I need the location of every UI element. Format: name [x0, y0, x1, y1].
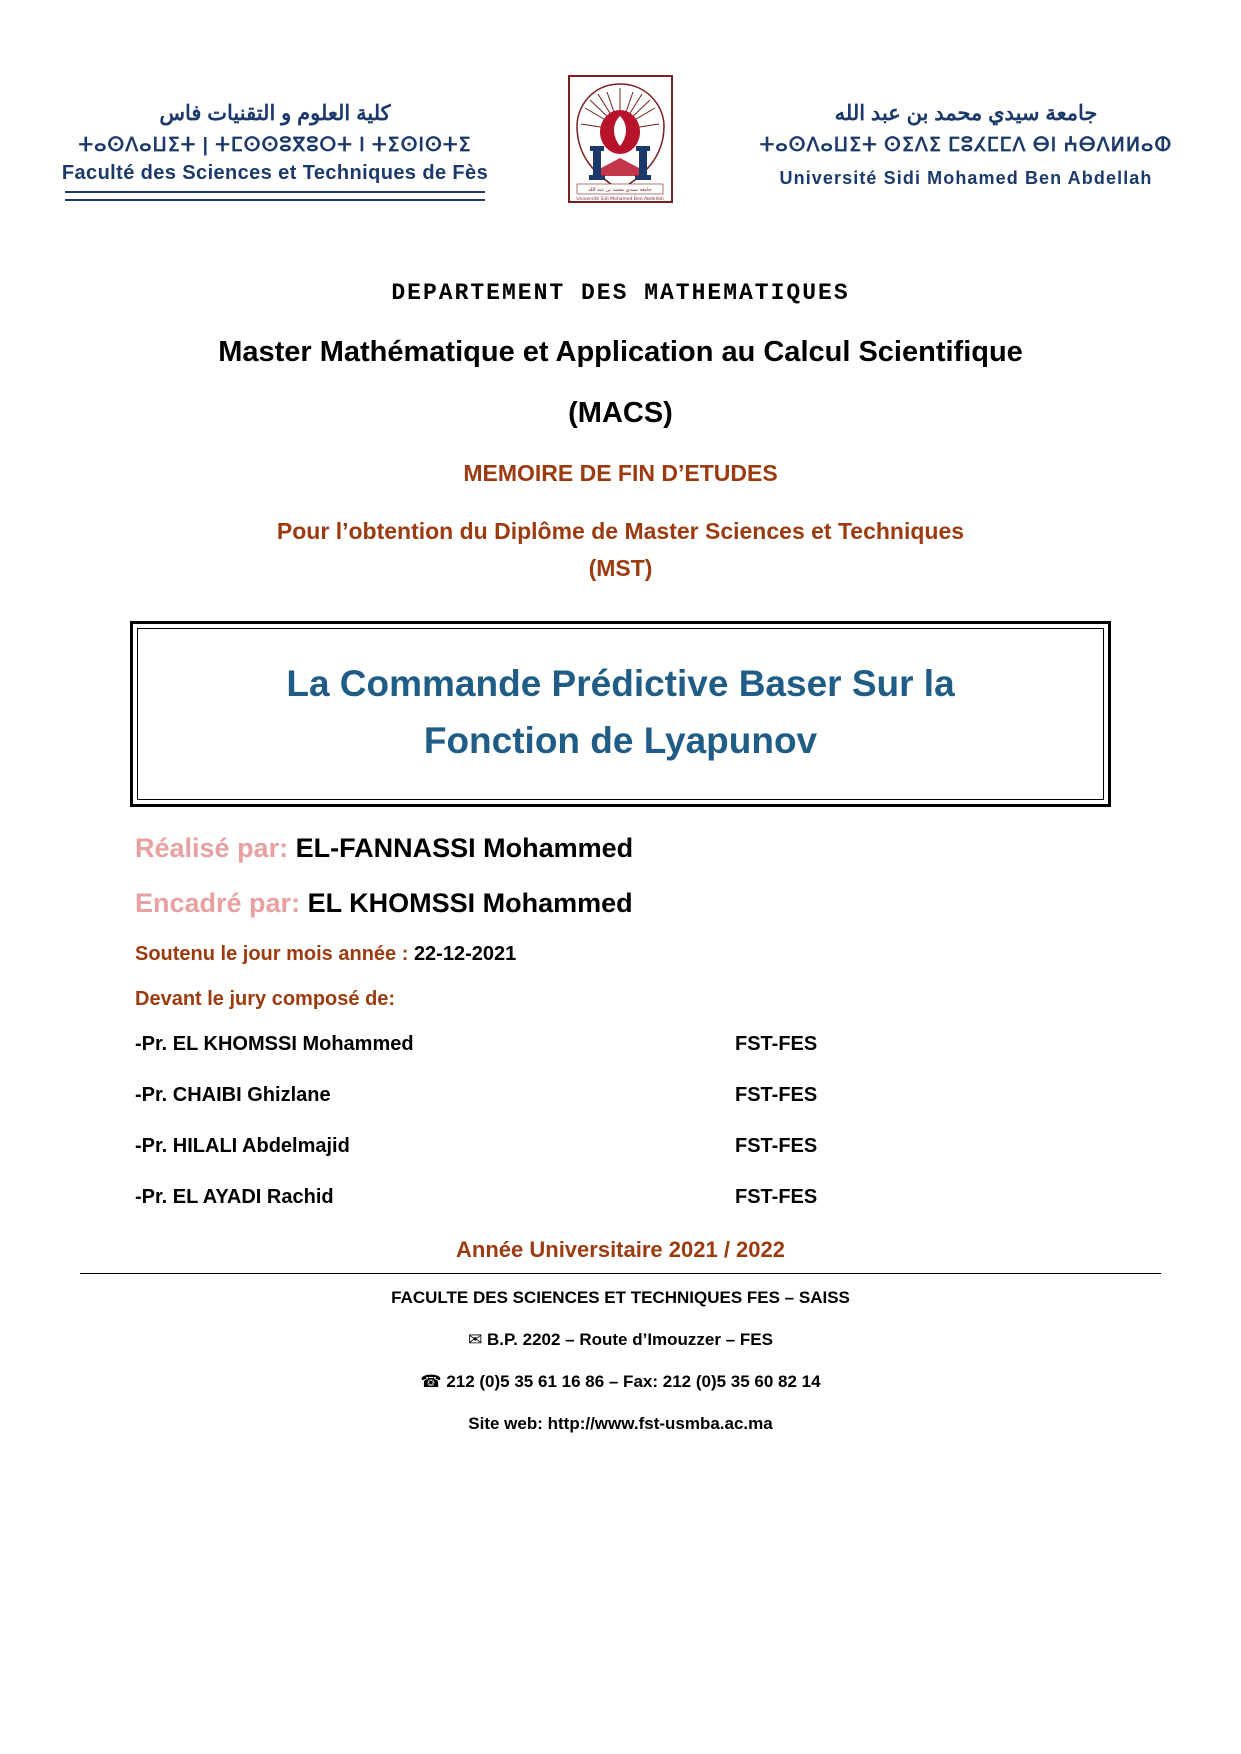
university-seal-logo — [563, 72, 678, 212]
university-name-french: Université Sidi Mohamed Ben Abdellah — [779, 168, 1153, 188]
diploma-purpose — [0, 513, 1241, 587]
jury-member-affiliation: FST-FES — [735, 1135, 818, 1158]
jury-member-affiliation: FST-FES — [735, 1186, 818, 1209]
footer-address: B.P. 2202 – Route d’Imouzzer – FES — [487, 1330, 773, 1350]
thesis-title-box-inner — [137, 628, 1104, 801]
department-heading: DEPARTEMENT DES MATHEMATIQUES — [391, 280, 850, 306]
jury-member-name: -Pr. EL AYADI Rachid — [135, 1186, 334, 1209]
defense-date-line — [135, 943, 1106, 966]
diploma-purpose-acronym: (MST) — [588, 554, 653, 581]
document-header — [0, 0, 1241, 212]
header-left-faculty — [60, 72, 490, 201]
jury-member-row — [135, 1186, 1106, 1209]
jury-list — [135, 1033, 1106, 1209]
footer-address-line — [0, 1330, 1241, 1350]
author-label: Réalisé par: — [135, 833, 289, 864]
memoire-heading: MEMOIRE DE FIN D’ETUDES — [463, 460, 778, 486]
defense-date-label: Soutenu le jour mois année : — [135, 943, 409, 966]
jury-member-affiliation: FST-FES — [735, 1084, 818, 1107]
jury-member-row — [135, 1033, 1106, 1056]
thesis-title-line-2: Fonction de Lyapunov — [423, 719, 818, 761]
jury-member-row — [135, 1084, 1106, 1107]
diploma-purpose-text: Pour l’obtention du Diplôme de Master Sciences et Techniques — [276, 518, 965, 544]
university-name-arabic: جامعة سيدي محمد بن عبد الله — [834, 102, 1098, 125]
mail-icon: ✉ — [468, 1330, 483, 1351]
master-program-acronym: (MACS) — [568, 397, 673, 429]
svg-text:جامعة سيدي محمد بن عبد الله: جامعة سيدي محمد بن عبد الله — [588, 187, 652, 193]
jury-member-affiliation: FST-FES — [735, 1033, 818, 1056]
telephone-icon: ☎ — [420, 1372, 442, 1393]
thesis-title-box — [130, 621, 1111, 808]
jury-member-row — [135, 1135, 1106, 1158]
author-line — [135, 833, 1106, 864]
faculty-name-french: Faculté des Sciences et Techniques de Fès — [61, 162, 489, 184]
master-program-heading: Master Mathématique et Application au Calcul Scientifique — [218, 336, 1023, 368]
footer-website: Site web: http://www.fst-usmba.ac.ma — [468, 1414, 773, 1434]
jury-label: Devant le jury composé de: — [135, 988, 396, 1011]
author-name: EL-FANNASSI Mohammed — [295, 833, 634, 864]
supervisor-name: EL KHOMSSI Mohammed — [307, 888, 633, 919]
defense-date-value: 22-12-2021 — [413, 943, 517, 966]
credits-section — [0, 833, 1241, 1209]
footer-phone-line — [0, 1372, 1241, 1392]
header-divider-rule — [65, 191, 485, 201]
faculty-name-arabic: كلية العلوم و التقنيات فاس — [159, 102, 391, 125]
header-right-university — [751, 72, 1181, 189]
footer-institution: FACULTE DES SCIENCES ET TECHNIQUES FES – SAISS — [391, 1288, 850, 1308]
supervisor-line — [135, 888, 1106, 919]
jury-member-name: -Pr. CHAIBI Ghizlane — [135, 1084, 331, 1107]
university-name-tifinagh: ⵜⴰⵙⴷⴰⵡⵉⵜ ⵙⵉⴷⵉ ⵎⵓⵃⵎⵎⴷ ⴱⵏ ⵄⴱⴷⵍⵍⴰⵀ — [759, 134, 1173, 156]
academic-year: Année Universitaire 2021 / 2022 — [456, 1237, 785, 1263]
footer-phone: 212 (0)5 35 61 16 86 – Fax: 212 (0)5 35 60 82 14 — [446, 1372, 821, 1392]
jury-member-name: -Pr. HILALI Abdelmajid — [135, 1135, 350, 1158]
jury-member-name: -Pr. EL KHOMSSI Mohammed — [135, 1033, 414, 1056]
document-footer — [0, 1274, 1241, 1434]
faculty-name-tifinagh: ⵜⴰⵙⴷⴰⵡⵉⵜ | ⵜⵎⵙⵙⵓⴳⵓⵔⵜ ⵏ ⵜⵉⵙⵏⵙⵜⵉ — [78, 134, 472, 156]
svg-text:Université Sidi Mohamed Ben Ab: Université Sidi Mohamed Ben Abdellah — [576, 197, 664, 202]
thesis-title-line-1: La Commande Prédictive Baser Sur la — [286, 662, 955, 704]
supervisor-label: Encadré par: — [135, 888, 301, 919]
